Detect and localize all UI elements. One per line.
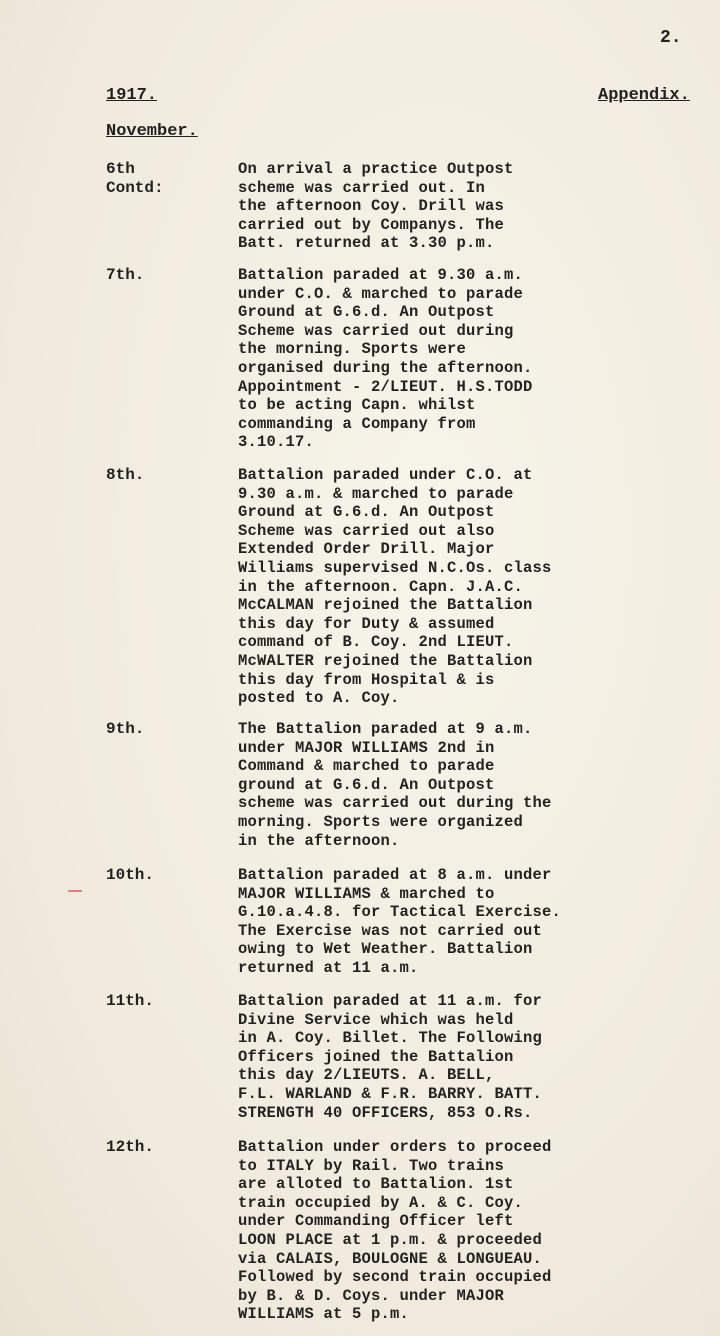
entry-text: Battalion paraded at 9.30 a.m. under C.O. & marched to parade Ground at G.6.d. An Outpost Scheme was carried out during the morning. Sports were organised during the afternoon. Appointment - 2/LIEUT. H.S.TODD to be acting Capn. whilst commanding a Company from 3.10.17. (238, 266, 533, 452)
entry-text: Battalion paraded under C.O. at 9.30 a.m. & marched to parade Ground at G.6.d. An Outpost Scheme was carried out also Extended Order Drill. Major Williams supervised N.C.Os. class in the afternoon. Capn. J.A.C. McCALMAN rejoined the Battalion this day for Duty & assumed command of B. Coy. 2nd LIEUT. McWALTER rejoined the Battalion this day from Hospital & is posted to A. Coy. (238, 466, 552, 708)
entry-date: 7th. (106, 266, 145, 284)
entry-text: Battalion under orders to proceed to ITALY by Rail. Two trains are alloted to Battalion. 1st train occupied by A. & C. Coy. under Commanding Officer left LOON PLACE at 1 p.m. & proceeded via CALAIS, BOULOGNE & LONGUEAU. Followed by second train occupied by B. & D. Coys. under MAJOR WILLIAMS at 5 p.m. (238, 1138, 552, 1324)
entry-text: Battalion paraded at 11 a.m. for Divine Service which was held in A. Coy. Billet. The Following Officers joined the Battalion this day 2/LIEUTS. A. BELL, F.L. WARLAND & F.R. BARRY. BATT. STRENGTH 40 OFFICERS, 853 O.Rs. (238, 992, 543, 1122)
entry-date: 11th. (106, 992, 155, 1010)
red-pencil-mark (68, 890, 82, 892)
appendix-heading: Appendix. (598, 86, 690, 105)
entry-date: 10th. (106, 866, 155, 884)
entry-date: 9th. (106, 720, 145, 738)
entry-date: 8th. (106, 466, 145, 484)
month-heading: November. (106, 122, 198, 141)
entry-date: 6th Contd: (106, 160, 164, 197)
entry-text: On arrival a practice Outpost scheme was carried out. In the afternoon Coy. Drill was carried out by Companys. The Batt. returned at 3.30 p.m. (238, 160, 514, 253)
entry-text: The Battalion paraded at 9 a.m. under MAJOR WILLIAMS 2nd in Command & marched to parade ground at G.6.d. An Outpost scheme was carried out during the morning. Sports were organized in the afternoon. (238, 720, 552, 850)
year-heading: 1917. (106, 86, 158, 105)
page-number: 2. (660, 28, 682, 48)
entry-date: 12th. (106, 1138, 155, 1156)
entry-text: Battalion paraded at 8 a.m. under MAJOR WILLIAMS & marched to G.10.a.4.8. for Tactical Exercise. The Exercise was not carried out owing to Wet Weather. Battalion returned at 11 a.m. (238, 866, 562, 977)
